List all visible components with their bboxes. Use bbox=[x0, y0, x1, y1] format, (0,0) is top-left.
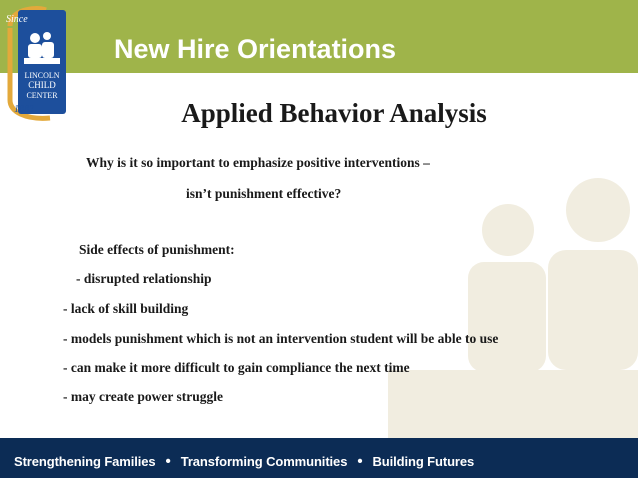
logo-year-text: 1883 bbox=[14, 104, 34, 115]
footer-separator-1: • bbox=[165, 453, 171, 470]
list-item: - can make it more difficult to gain compliance the next time bbox=[63, 360, 410, 375]
logo-figure-head-2 bbox=[43, 32, 51, 40]
footer-separator-2: • bbox=[357, 453, 363, 470]
logo-line2: CHILD bbox=[28, 80, 56, 90]
logo-line1: LINCOLN bbox=[24, 71, 60, 80]
logo-figure-base bbox=[24, 58, 60, 64]
watermark-body-small bbox=[468, 262, 546, 372]
footer-tagline-part-2: Transforming Communities bbox=[180, 454, 348, 469]
list-item: - models punishment which is not an intervention student will be able to use bbox=[63, 331, 499, 346]
side-effects-heading: Side effects of punishment: bbox=[79, 242, 235, 257]
logo-figure-head-1 bbox=[30, 33, 40, 43]
slide-title: Applied Behavior Analysis bbox=[181, 98, 487, 128]
question-line-1: Why is it so important to emphasize positive interventions – bbox=[86, 155, 430, 170]
logo-figure-body-1 bbox=[28, 44, 42, 58]
list-item: - may create power struggle bbox=[63, 389, 223, 404]
logo-line3: CENTER bbox=[26, 91, 58, 100]
footer-tagline-part-3: Building Futures bbox=[372, 454, 475, 469]
watermark-base bbox=[388, 370, 638, 440]
watermark-head-small bbox=[482, 204, 534, 256]
background-figures-watermark bbox=[388, 150, 638, 440]
question-line-2: isn’t punishment effective? bbox=[186, 186, 342, 201]
header-title: New Hire Orientations bbox=[114, 34, 397, 64]
logo-figure-body-2 bbox=[42, 42, 54, 58]
list-item: - disrupted relationship bbox=[76, 271, 212, 286]
watermark-head-large bbox=[566, 178, 630, 242]
logo-since-text: Since bbox=[6, 14, 28, 25]
footer-tagline bbox=[14, 453, 474, 470]
footer-tagline-part-1: Strengthening Families bbox=[14, 454, 156, 469]
list-item: - lack of skill building bbox=[63, 301, 189, 316]
watermark-body-large bbox=[548, 250, 638, 370]
